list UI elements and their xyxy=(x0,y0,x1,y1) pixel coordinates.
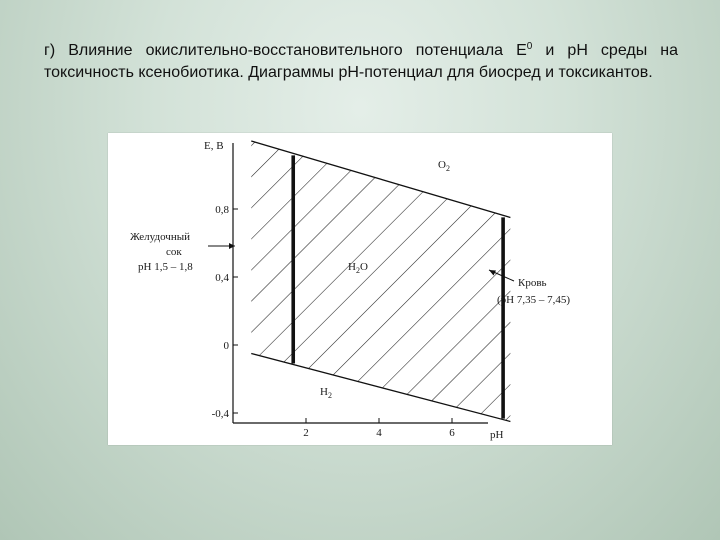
x-axis-ticks xyxy=(303,418,455,439)
y-tick-label: 0,4 xyxy=(215,272,229,284)
gastric-label-title: Желудочный xyxy=(130,231,190,243)
water-region-label: $H_2O$ xyxy=(348,261,368,275)
gastric-arrowhead-icon xyxy=(229,243,235,249)
gastric-label-ph: pH 1,5 – 1,8 xyxy=(138,261,193,273)
oxygen-region-label: $O_2$ xyxy=(438,159,450,173)
caption-text-start: г) Влияние окислительно-восстановительного потенциала E xyxy=(44,42,527,59)
y-tick-label: 0 xyxy=(223,340,229,352)
slide-caption xyxy=(44,40,678,84)
x-axis-label: pH xyxy=(490,429,504,441)
blood-label-title: Кровь xyxy=(518,277,547,289)
y-axis-ticks xyxy=(212,204,238,420)
water-stability-region xyxy=(251,141,510,422)
caption-text-end: и pH среды на токсичность ксенобиотика. Диаграммы pH-потенциал для биосред и токсикантов. xyxy=(44,42,679,81)
x-tick-label: 2 xyxy=(303,427,309,439)
caption-superscript: 0 xyxy=(526,41,533,52)
y-axis-label: E, B xyxy=(204,140,224,152)
ph-potential-diagram xyxy=(108,133,612,445)
y-tick-label: -0,4 xyxy=(211,408,229,420)
gastric-label-sub: сок xyxy=(166,246,182,258)
y-tick-label: 0,8 xyxy=(215,204,229,216)
hydrogen-region-label: $H_2$ xyxy=(320,386,332,400)
x-tick-label: 6 xyxy=(449,427,455,439)
blood-label-ph: (pH 7,35 – 7,45) xyxy=(497,294,571,306)
x-tick-label: 4 xyxy=(376,427,382,439)
diagram-svg xyxy=(108,133,612,445)
